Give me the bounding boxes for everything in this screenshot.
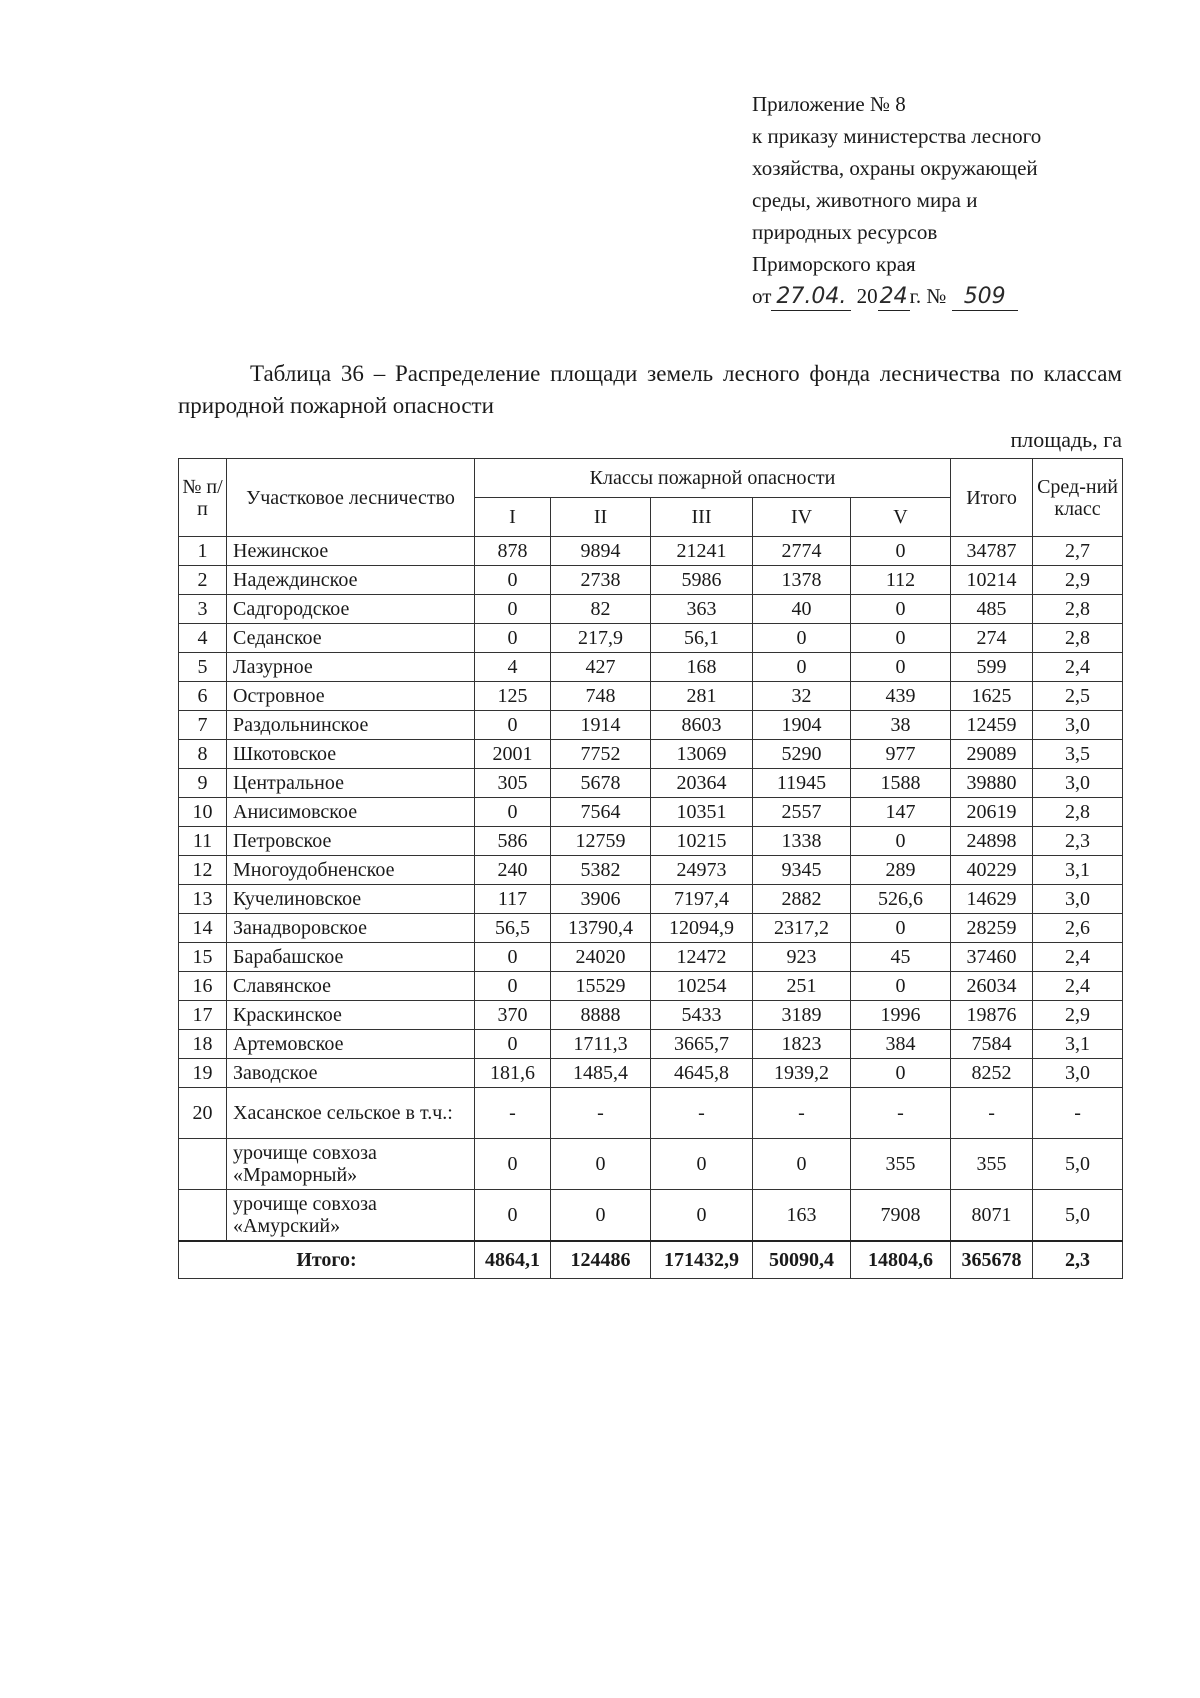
area-class-ii: 3906 [551, 885, 651, 914]
area-class-ii: 748 [551, 682, 651, 711]
area-class-ii: 7752 [551, 740, 651, 769]
row-average-class: 3,0 [1033, 711, 1123, 740]
area-class-iii: 10351 [651, 798, 753, 827]
area-class-iv: 0 [753, 653, 851, 682]
table-row [179, 1001, 1123, 1030]
area-class-ii: 13790,4 [551, 914, 651, 943]
table-row [179, 595, 1123, 624]
fire-class-table [178, 458, 1123, 1279]
area-class-i: 0 [475, 595, 551, 624]
area-class-ii: 82 [551, 595, 651, 624]
area-class-v: 0 [851, 914, 951, 943]
year-prefix: 20 [856, 284, 878, 308]
area-class-v: 1996 [851, 1001, 951, 1030]
table-row [179, 1030, 1123, 1059]
table-row [179, 624, 1123, 653]
handwritten-date: 27.04. [771, 284, 851, 311]
area-class-iv: 32 [753, 682, 851, 711]
row-number: 13 [179, 885, 227, 914]
area-class-i: 117 [475, 885, 551, 914]
area-class-v: 0 [851, 624, 951, 653]
table-row [179, 798, 1123, 827]
area-class-v: 439 [851, 682, 951, 711]
row-average-class: 2,4 [1033, 943, 1123, 972]
row-total: 7584 [951, 1030, 1033, 1059]
row-total: 39880 [951, 769, 1033, 798]
area-class-ii: 9894 [551, 537, 651, 566]
row-average-class: 3,1 [1033, 1030, 1123, 1059]
row-average-class: 2,5 [1033, 682, 1123, 711]
row-number: 9 [179, 769, 227, 798]
area-class-ii: 12759 [551, 827, 651, 856]
totals-average: 2,3 [1033, 1241, 1123, 1279]
row-number: 4 [179, 624, 227, 653]
area-class-ii: 5382 [551, 856, 651, 885]
forestry-name: урочище совхоза «Амурский» [227, 1190, 475, 1242]
area-class-iii: 8603 [651, 711, 753, 740]
forestry-name: Заводское [227, 1059, 475, 1088]
area-class-iii: 24973 [651, 856, 753, 885]
area-class-v: 0 [851, 1059, 951, 1088]
row-average-class: 2,4 [1033, 972, 1123, 1001]
row-number: 10 [179, 798, 227, 827]
row-number: 15 [179, 943, 227, 972]
row-number: 5 [179, 653, 227, 682]
area-class-iii: 363 [651, 595, 753, 624]
row-total: 8071 [951, 1190, 1033, 1242]
table-row [179, 943, 1123, 972]
row-number: 20 [179, 1088, 227, 1139]
totals-class-v: 14804,6 [851, 1241, 951, 1279]
appendix-block [752, 88, 1132, 312]
area-class-ii: 1485,4 [551, 1059, 651, 1088]
area-class-iii: 3665,7 [651, 1030, 753, 1059]
area-class-iii: - [651, 1088, 753, 1139]
row-average-class: 3,0 [1033, 769, 1123, 798]
appendix-line: хозяйства, охраны окружающей [752, 156, 1038, 180]
area-class-i: 2001 [475, 740, 551, 769]
area-class-iii: 0 [651, 1139, 753, 1190]
area-class-i: 0 [475, 566, 551, 595]
forestry-name: Барабашское [227, 943, 475, 972]
row-number: 12 [179, 856, 227, 885]
area-class-v: 147 [851, 798, 951, 827]
forestry-name: Надеждинское [227, 566, 475, 595]
row-total: 34787 [951, 537, 1033, 566]
area-class-v: 38 [851, 711, 951, 740]
area-class-iv: 1939,2 [753, 1059, 851, 1088]
forestry-name: Славянское [227, 972, 475, 1001]
table-row [179, 914, 1123, 943]
row-number: 16 [179, 972, 227, 1001]
area-class-v: 0 [851, 595, 951, 624]
area-class-v: 7908 [851, 1190, 951, 1242]
table-row [179, 682, 1123, 711]
area-class-i: 0 [475, 1139, 551, 1190]
row-average-class: 2,9 [1033, 566, 1123, 595]
area-class-ii: 24020 [551, 943, 651, 972]
table-row [179, 566, 1123, 595]
forestry-name: Центральное [227, 769, 475, 798]
row-average-class: 2,6 [1033, 914, 1123, 943]
area-class-i: 56,5 [475, 914, 551, 943]
header-class-i: I [475, 498, 551, 537]
area-class-ii: 7564 [551, 798, 651, 827]
area-class-i: 0 [475, 711, 551, 740]
appendix-line: Приморского края [752, 252, 916, 276]
area-class-iv: 2557 [753, 798, 851, 827]
table-row [179, 1088, 1123, 1139]
area-class-i: 370 [475, 1001, 551, 1030]
area-class-iii: 12094,9 [651, 914, 753, 943]
area-class-v: - [851, 1088, 951, 1139]
forestry-name: Раздольнинское [227, 711, 475, 740]
area-class-v: 977 [851, 740, 951, 769]
table-row [179, 653, 1123, 682]
row-total: 8252 [951, 1059, 1033, 1088]
area-class-i: 181,6 [475, 1059, 551, 1088]
forestry-name: Петровское [227, 827, 475, 856]
area-class-iii: 4645,8 [651, 1059, 753, 1088]
appendix-line: природных ресурсов [752, 220, 938, 244]
area-class-v: 1588 [851, 769, 951, 798]
table-body [179, 537, 1123, 1242]
area-class-iii: 168 [651, 653, 753, 682]
area-class-iv: 163 [753, 1190, 851, 1242]
totals-class-i: 4864,1 [475, 1241, 551, 1279]
area-class-iii: 281 [651, 682, 753, 711]
row-number: 18 [179, 1030, 227, 1059]
handwritten-order-number: 509 [952, 284, 1018, 311]
row-average-class: 2,4 [1033, 653, 1123, 682]
totals-class-iv: 50090,4 [753, 1241, 851, 1279]
totals-row [179, 1241, 1123, 1279]
area-class-iv: 1378 [753, 566, 851, 595]
area-class-ii: 8888 [551, 1001, 651, 1030]
area-class-iv: 2317,2 [753, 914, 851, 943]
forestry-name: Анисимовское [227, 798, 475, 827]
area-class-i: 305 [475, 769, 551, 798]
row-number: 11 [179, 827, 227, 856]
row-average-class: 2,8 [1033, 798, 1123, 827]
area-class-ii: 0 [551, 1139, 651, 1190]
row-total: 12459 [951, 711, 1033, 740]
row-total: 1625 [951, 682, 1033, 711]
forestry-name: Седанское [227, 624, 475, 653]
header-class-v: V [851, 498, 951, 537]
table-row [179, 856, 1123, 885]
totals-class-ii: 124486 [551, 1241, 651, 1279]
appendix-line: среды, животного мира и [752, 188, 978, 212]
row-average-class: - [1033, 1088, 1123, 1139]
area-class-iv: 9345 [753, 856, 851, 885]
area-class-ii: 1711,3 [551, 1030, 651, 1059]
area-class-v: 384 [851, 1030, 951, 1059]
header-number: № п/п [179, 459, 227, 537]
header-total: Итого [951, 459, 1033, 537]
forestry-name: Шкотовское [227, 740, 475, 769]
area-class-iv: 5290 [753, 740, 851, 769]
forestry-name: Хасанское сельское в т.ч.: [227, 1088, 475, 1139]
row-total: 485 [951, 595, 1033, 624]
area-class-ii: 2738 [551, 566, 651, 595]
header-fire-classes: Классы пожарной опасности [475, 459, 951, 498]
totals-class-iii: 171432,9 [651, 1241, 753, 1279]
area-class-ii: 427 [551, 653, 651, 682]
table-row [179, 972, 1123, 1001]
row-number [179, 1190, 227, 1242]
area-class-v: 0 [851, 653, 951, 682]
forestry-name: урочище совхоза «Мраморный» [227, 1139, 475, 1190]
area-class-iv: 1823 [753, 1030, 851, 1059]
area-class-v: 112 [851, 566, 951, 595]
row-average-class: 2,3 [1033, 827, 1123, 856]
area-class-iv: 2774 [753, 537, 851, 566]
forestry-name: Краскинское [227, 1001, 475, 1030]
area-class-iii: 5433 [651, 1001, 753, 1030]
row-total: 29089 [951, 740, 1033, 769]
area-class-iv: 40 [753, 595, 851, 624]
header-average-class: Сред-ний класс [1033, 459, 1123, 537]
row-total: 355 [951, 1139, 1033, 1190]
area-class-iii: 7197,4 [651, 885, 753, 914]
row-total: - [951, 1088, 1033, 1139]
area-class-ii: 217,9 [551, 624, 651, 653]
area-class-i: 240 [475, 856, 551, 885]
row-number: 6 [179, 682, 227, 711]
row-number: 7 [179, 711, 227, 740]
totals-label: Итого: [179, 1241, 475, 1279]
row-average-class: 3,0 [1033, 1059, 1123, 1088]
area-class-v: 289 [851, 856, 951, 885]
row-average-class: 2,7 [1033, 537, 1123, 566]
area-class-v: 45 [851, 943, 951, 972]
forestry-name: Садгородское [227, 595, 475, 624]
area-class-iv: 0 [753, 1139, 851, 1190]
forestry-name: Занадворовское [227, 914, 475, 943]
area-class-ii: 1914 [551, 711, 651, 740]
area-class-ii: 0 [551, 1190, 651, 1242]
area-class-i: 0 [475, 1030, 551, 1059]
area-class-iv: - [753, 1088, 851, 1139]
row-total: 40229 [951, 856, 1033, 885]
area-class-v: 0 [851, 537, 951, 566]
row-number [179, 1139, 227, 1190]
forestry-name: Многоудобненское [227, 856, 475, 885]
row-average-class: 2,9 [1033, 1001, 1123, 1030]
number-label: г. № [909, 284, 947, 308]
area-class-ii: 15529 [551, 972, 651, 1001]
table-row [179, 1190, 1123, 1242]
area-class-i: 586 [475, 827, 551, 856]
table-row [179, 769, 1123, 798]
row-total: 24898 [951, 827, 1033, 856]
row-average-class: 5,0 [1033, 1190, 1123, 1242]
row-number: 19 [179, 1059, 227, 1088]
row-average-class: 5,0 [1033, 1139, 1123, 1190]
table-row [179, 537, 1123, 566]
area-class-i: 0 [475, 624, 551, 653]
area-class-iv: 2882 [753, 885, 851, 914]
table-row [179, 711, 1123, 740]
row-number: 1 [179, 537, 227, 566]
row-number: 2 [179, 566, 227, 595]
row-total: 28259 [951, 914, 1033, 943]
table-row [179, 1059, 1123, 1088]
area-class-i: 0 [475, 1190, 551, 1242]
forestry-name: Артемовское [227, 1030, 475, 1059]
area-class-iv: 1338 [753, 827, 851, 856]
row-average-class: 2,8 [1033, 624, 1123, 653]
row-number: 14 [179, 914, 227, 943]
row-average-class: 3,0 [1033, 885, 1123, 914]
area-class-iv: 3189 [753, 1001, 851, 1030]
header-class-ii: II [551, 498, 651, 537]
area-class-iv: 251 [753, 972, 851, 1001]
forestry-name: Лазурное [227, 653, 475, 682]
row-total: 26034 [951, 972, 1033, 1001]
area-class-i: 0 [475, 943, 551, 972]
row-average-class: 3,5 [1033, 740, 1123, 769]
forestry-name: Нежинское [227, 537, 475, 566]
table-row [179, 740, 1123, 769]
area-class-iii: 56,1 [651, 624, 753, 653]
area-class-iv: 11945 [753, 769, 851, 798]
from-label: от [752, 284, 772, 308]
table-title: Таблица 36 – Распределение площади земель лесного фонда лесничества по классам природной пожарной опасности [178, 361, 1122, 418]
totals-total: 365678 [951, 1241, 1033, 1279]
forestry-name: Островное [227, 682, 475, 711]
row-total: 14629 [951, 885, 1033, 914]
area-class-iii: 10254 [651, 972, 753, 1001]
unit-label: площадь, га [1010, 427, 1122, 452]
area-class-v: 526,6 [851, 885, 951, 914]
area-class-iii: 21241 [651, 537, 753, 566]
row-number: 8 [179, 740, 227, 769]
area-class-i: 125 [475, 682, 551, 711]
area-class-v: 0 [851, 972, 951, 1001]
area-class-i: 878 [475, 537, 551, 566]
appendix-title: Приложение № 8 [752, 92, 906, 116]
header-class-iii: III [651, 498, 753, 537]
row-total: 599 [951, 653, 1033, 682]
row-total: 37460 [951, 943, 1033, 972]
area-class-iii: 20364 [651, 769, 753, 798]
table-row [179, 885, 1123, 914]
area-class-ii: - [551, 1088, 651, 1139]
handwritten-year: 24 [879, 284, 908, 309]
area-class-v: 355 [851, 1139, 951, 1190]
area-class-i: 0 [475, 798, 551, 827]
area-class-iii: 5986 [651, 566, 753, 595]
area-class-iii: 10215 [651, 827, 753, 856]
row-total: 20619 [951, 798, 1033, 827]
row-average-class: 2,8 [1033, 595, 1123, 624]
area-class-iii: 12472 [651, 943, 753, 972]
appendix-line: к приказу министерства лесного [752, 124, 1042, 148]
row-total: 10214 [951, 566, 1033, 595]
row-total: 19876 [951, 1001, 1033, 1030]
row-average-class: 3,1 [1033, 856, 1123, 885]
area-class-iv: 923 [753, 943, 851, 972]
table-row [179, 1139, 1123, 1190]
area-class-iii: 0 [651, 1190, 753, 1242]
row-number: 3 [179, 595, 227, 624]
area-class-i: - [475, 1088, 551, 1139]
area-class-iv: 1904 [753, 711, 851, 740]
area-class-v: 0 [851, 827, 951, 856]
forestry-name: Кучелиновское [227, 885, 475, 914]
row-number: 17 [179, 1001, 227, 1030]
table-row [179, 827, 1123, 856]
area-class-i: 0 [475, 972, 551, 1001]
area-class-iii: 13069 [651, 740, 753, 769]
order-date-line [752, 280, 1132, 312]
area-class-ii: 5678 [551, 769, 651, 798]
header-class-iv: IV [753, 498, 851, 537]
row-total: 274 [951, 624, 1033, 653]
header-forestry: Участковое лесничество [227, 459, 475, 537]
area-class-i: 4 [475, 653, 551, 682]
area-class-iv: 0 [753, 624, 851, 653]
